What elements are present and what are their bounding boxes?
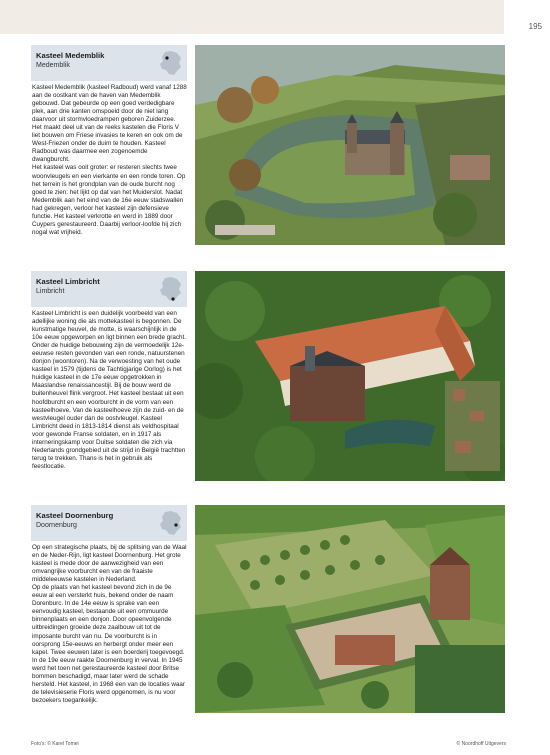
netherlands-map-icon (157, 509, 183, 537)
text-column (31, 45, 187, 237)
section-place: Doornenburg (36, 522, 77, 529)
section-medemblik (31, 45, 505, 245)
publisher-credit: © Noordhoff Uitgevers (456, 741, 506, 747)
paragraph: Het kasteel was ooit groter: er resteren slechts twee woonvleugels en een vierkante en een ronde toren. Op het terrein is het grondplan van de oude burcht nog goed te zien: het lijkt op dat van het Muiderslot. Nadat Medemblik aan het eind van de 16e eeuw stadswallen had gekregen, verloor het kasteel zijn defensieve functie. Het kasteel verkrotte en werd in 1889 door Cuypers gerestaureerd. Daarbij verloor-loofde hij zich nogal wat vrijheid. (32, 164, 186, 236)
section-title: Kasteel Doornenburg (36, 511, 114, 520)
section-header (31, 45, 187, 81)
aerial-photo-medemblik (195, 45, 505, 245)
netherlands-map-icon (157, 49, 183, 77)
section-limbricht (31, 271, 505, 481)
aerial-photo-doornenburg (195, 505, 505, 713)
section-body (31, 84, 187, 237)
netherlands-map-icon (157, 275, 183, 303)
paragraph: Op de plaats van het kasteel bevond zich in de 9e eeuw al een versterkt huis, bekend onder de naam Dorenburc. In de 14e eeuw is sprake van een eenvoudig kasteel, bestaande uit een ommuurde binnenplaats en een donjon. Door opeenvolgende uitbreidingen groeide deze zaalbouw uit tot de imposante burcht van nu. De voorburcht is in oorsprong 15e-eeuws en herbergt onder meer een kapel. Twee eeuwen later is een boerderij toegevoegd. (32, 584, 185, 656)
section-body (31, 544, 187, 705)
text-column (31, 505, 187, 705)
photo-credit: Foto's: © Karel Tomei (31, 741, 79, 747)
aerial-photo-limbricht (195, 271, 505, 481)
section-doornenburg (31, 505, 505, 713)
section-header (31, 505, 187, 541)
text-column (31, 271, 187, 471)
page-number: 195 (528, 22, 542, 31)
section-title: Kasteel Limbricht (36, 277, 100, 286)
top-band (0, 0, 504, 34)
paragraph: Kasteel Medemblik (kasteel Radboud) werd vanaf 1288 aan de oostkant van de haven van Medemblik gebouwd. Dat gebeurde op een goed verdedigbare plek, aan drie kanten omspoeld door de niet lang daarvoor uit stormvloedrampen geboren Zuiderzee. Het maakt deel uit van de reeks kastelen die Floris V liet bouwen om Friese invasies te keren en ook om de West-Friezen onder de duim te houden. Kasteel Radboud was daarmee een zogenoemde dwangburcht. (32, 84, 187, 164)
section-place: Limbricht (36, 288, 65, 295)
paragraph: Op een strategische plaats, bij de splitsing van de Waal en de Neder-Rijn, ligt kasteel Doornenburg. Het grote kasteel is mede door de aanwezigheid van een omvangrijke voorburcht een van de fraaiste middeleeuwse kastelen in Nederland. (32, 544, 187, 584)
section-header (31, 271, 187, 307)
paragraph: In de 19e eeuw raakte Doornenburg in verval. In 1945 werd het toen net gerestaureerde kasteel door Britse bommen beschadigd, maar later werd de schade hersteld. Het kasteel, in 1968 een van de locaties waar de televisieserie Floris werd opgenomen, is nu voor bezoekers toegankelijk. (32, 656, 185, 704)
section-place: Medemblik (36, 62, 70, 69)
section-body (31, 310, 187, 471)
paragraph: Kasteel Limbricht is een duidelijk voorbeeld van een adellijke woning die als mottekasteel is begonnen. De kunstmatige heuvel, de motte, is waarschijnlijk in de 10e eeuw opgeworpen en ligt binnen een brede gracht. Onder de huidige bebouwing zijn de vermoedelijk 12e-eeuwse resten gevonden van een ronde, natuurstenen donjon (woontoren). Na de verwoesting van het oude kasteel in 1579 (tijdens de Tachtigjarige Oorlog) is het huidige kasteel in de 17e eeuw opgetrokken in Maaslandse renaissancestijl. Bij de bouw werd de buitenheuvel flink vergroot. Het kasteel bestaat uit een hoofdburcht en een voorburcht in de vorm van een kasteelhoeve. Van de kasteelhoeve zijn de zuid- en de westvleugel ouder dan de oostvleugel. Kasteel Limbricht deed in 1813-1814 dienst als veldhospitaal voor gewonde Franse soldaten, en in 1917 als interneringskamp voor Duitse soldaten die zich via Nederlands grondgebied uit de strijd in België trachtten terug te trekken. Thans is het in gebruik als feestlocatie. (32, 310, 187, 470)
section-title: Kasteel Medemblik (36, 51, 105, 60)
